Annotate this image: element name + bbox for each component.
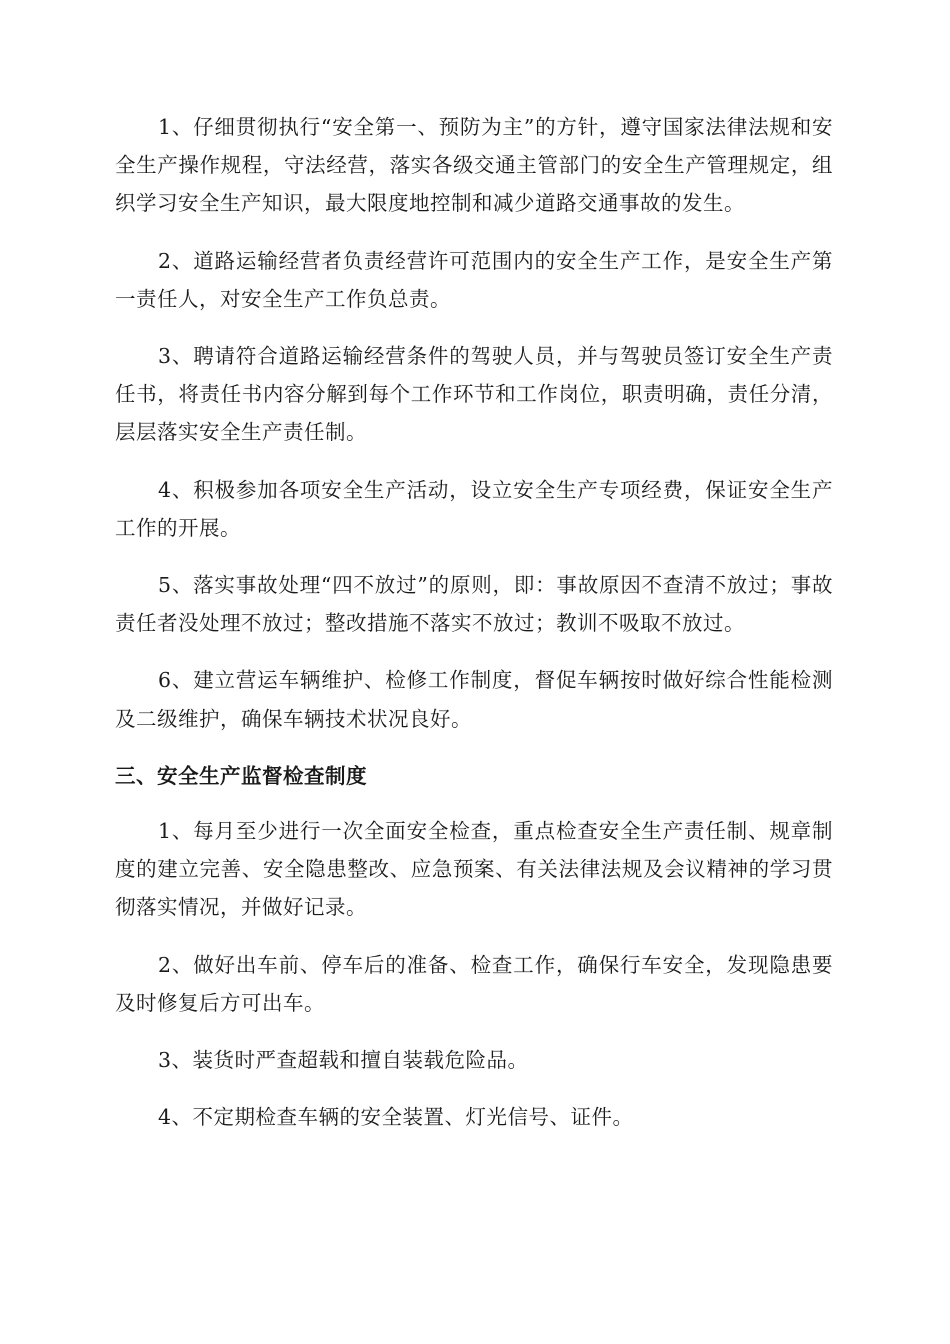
paragraph-item-5: 5、落实事故处理“四不放过”的原则，即：事故原因不查清不放过；事故责任者没处理不放过；整改措施不落实不放过；教训不吸取不放过。: [115, 573, 833, 636]
paragraph-item-1: 1、仔细贯彻执行“安全第一、预防为主”的方针，遵守国家法律法规和安全生产操作规程，守法经营，落实各级交通主管部门的安全生产管理规定，组织学习安全生产知识，最大限度地控制和减少道路交通事故的发生。: [115, 115, 833, 216]
section-heading: 三、安全生产监督检查制度: [115, 763, 367, 788]
inspection-item-3: 3、装货时严查超载和擅自装载危险品。: [158, 1048, 529, 1073]
inspection-item-1: 1、每月至少进行一次全面安全检查，重点检查安全生产责任制、规章制度的建立完善、安全隐患整改、应急预案、有关法律法规及会议精神的学习贯彻落实情况，并做好记录。: [115, 819, 833, 920]
document-body: [115, 108, 833, 1155]
paragraph-item-4: 4、积极参加各项安全生产活动，设立安全生产专项经费，保证安全生产工作的开展。: [115, 477, 833, 540]
paragraph-item-3: 3、聘请符合道路运输经营条件的驾驶人员，并与驾驶员签订安全生产责任书，将责任书内容分解到每个工作环节和工作岗位，职责明确，责任分清，层层落实安全生产责任制。: [115, 344, 833, 445]
paragraph-item-6: 6、建立营运车辆维护、检修工作制度，督促车辆按时做好综合性能检测及二级维护，确保车辆技术状况良好。: [115, 668, 833, 731]
inspection-item-4: 4、不定期检查车辆的安全装置、灯光信号、证件。: [158, 1105, 634, 1130]
paragraph-item-2: 2、道路运输经营者负责经营许可范围内的安全生产工作，是安全生产第一责任人，对安全生产工作负总责。: [115, 248, 833, 311]
inspection-item-2: 2、做好出车前、停车后的准备、检查工作，确保行车安全，发现隐患要及时修复后方可出车。: [115, 952, 833, 1015]
